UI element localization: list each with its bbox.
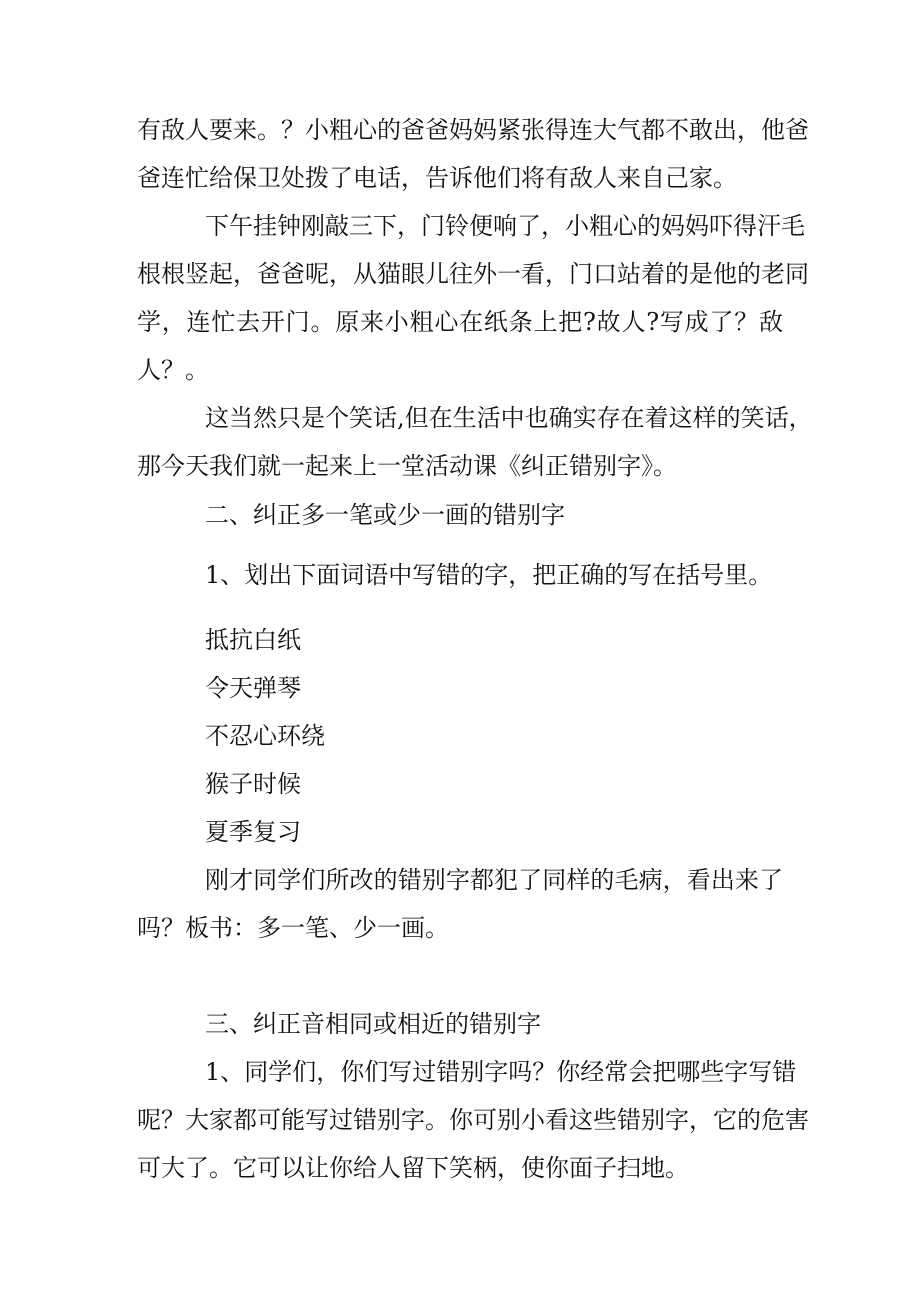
word-list-item: 猴子时候 [205, 770, 301, 798]
word-list-item: 抵抗白纸 [205, 626, 301, 654]
paragraph-2-line-3: 学，连忙去开门。原来小粗心在纸条上把?故人?写成了？敌 [137, 308, 783, 336]
paragraph-4-line-2: 吗？板书：多一笔、少一画。 [137, 914, 449, 942]
section-3-heading: 三、纠正音相同或相近的错别字 [205, 1010, 541, 1038]
paragraph-1-line-1: 有敌人要来。？小粗心的爸爸妈妈紧张得连大气都不敢出，他爸 [137, 116, 809, 144]
paragraph-2-line-1: 下午挂钟刚敲三下，门铃便响了，小粗心的妈妈吓得汗毛 [205, 212, 805, 240]
paragraph-3-line-2: 那今天我们就一起来上一堂活动课《纠正错别字》。 [137, 452, 677, 480]
word-list-item: 夏季复习 [205, 818, 301, 846]
paragraph-5-line-3: 可大了。它可以让你给人留下笑柄，使你面子扫地。 [137, 1154, 689, 1182]
word-list-item: 令天弹琴 [205, 674, 301, 702]
paragraph-2-line-4: 人？。 [137, 356, 209, 384]
paragraph-5-line-1: 1、同学们，你们写过错别字吗？你经常会把哪些字写错 [205, 1058, 797, 1086]
paragraph-1-line-2: 爸连忙给保卫处拨了电话，告诉他们将有敌人来自己家。 [137, 164, 737, 192]
section-2-heading: 二、纠正多一笔或少一画的错别字 [205, 501, 565, 529]
paragraph-2-line-2: 根根竖起，爸爸呢，从猫眼儿往外一看，门口站着的是他的老同 [137, 260, 809, 288]
word-list-item: 不忍心环绕 [205, 722, 325, 750]
paragraph-5-line-2: 呢？大家都可能写过错别字。你可别小看这些错别字，它的危害 [137, 1106, 809, 1134]
paragraph-4-line-1: 刚才同学们所改的错别字都犯了同样的毛病，看出来了 [205, 866, 783, 894]
section-2-task: 1、划出下面词语中写错的字，把正确的写在括号里。 [205, 561, 773, 589]
paragraph-3-line-1: 这当然只是个笑话,但在生活中也确实存在着这样的笑话， [205, 404, 813, 432]
